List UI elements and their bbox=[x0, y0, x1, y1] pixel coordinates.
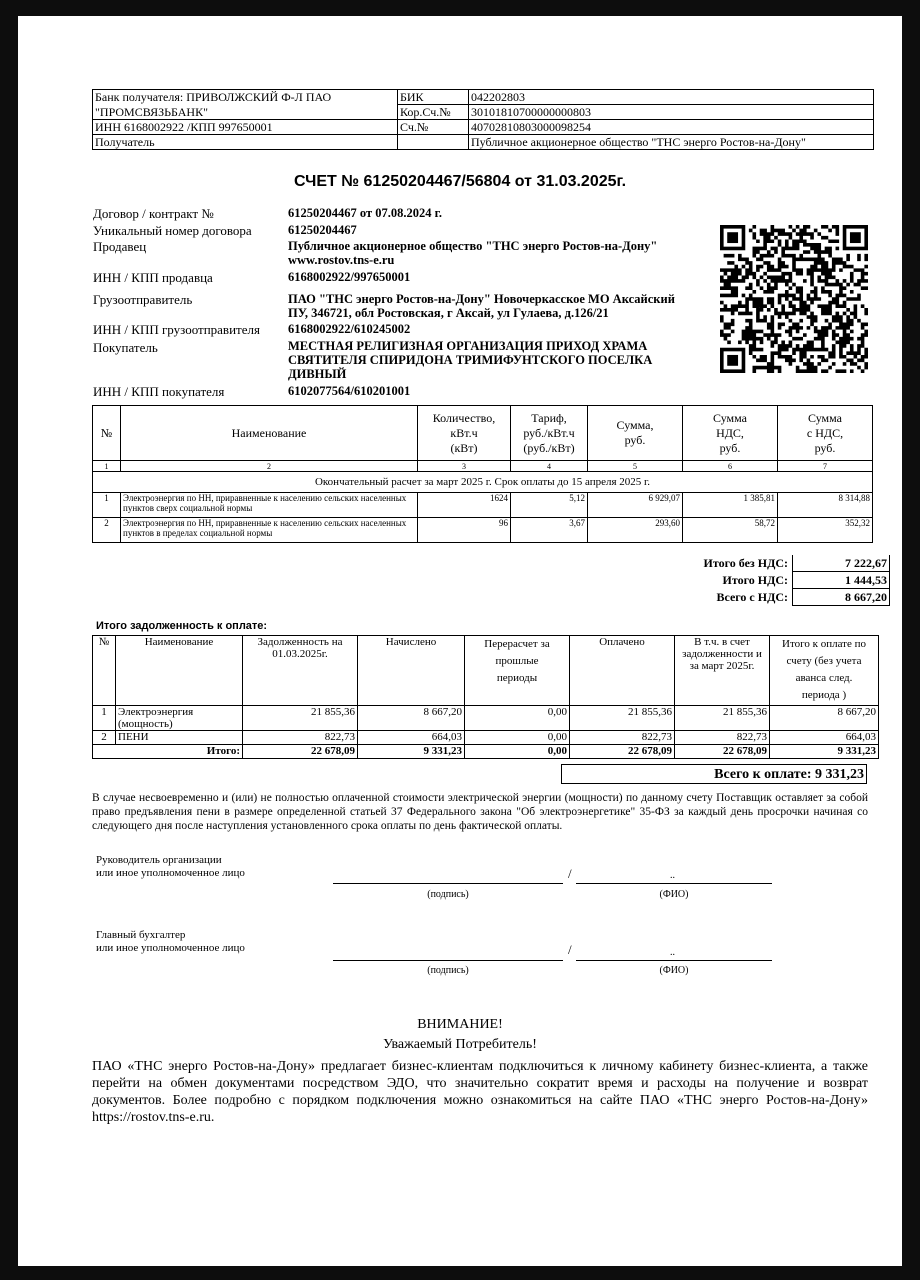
total-with-vat-label: Всего с НДС: bbox=[716, 589, 788, 604]
bank-details-table bbox=[92, 89, 874, 150]
total-no-vat-value: 7 222,67 bbox=[793, 555, 890, 572]
unique-value: 61250204467 bbox=[288, 223, 357, 237]
col-header-tariff: Тариф, руб./кВт.ч (руб./кВт) bbox=[511, 406, 588, 461]
items-table bbox=[92, 405, 873, 543]
debt-col-name: Наименование bbox=[116, 636, 243, 706]
total-vat-value: 1 444,53 bbox=[793, 572, 890, 589]
contract-value: 61250204467 от 07.08.2024 г. bbox=[288, 206, 442, 220]
shipper-line2: ПУ, 346721, обл Ростовская, г Аксай, ул Гулаева, д.126/21 bbox=[288, 306, 609, 320]
period-note: Окончательный расчет за март 2025 г. Срок оплаты до 15 апреля 2025 г. bbox=[93, 472, 873, 493]
accountant-sign-caption: (подпись) bbox=[427, 965, 469, 976]
total-no-vat-label: Итого без НДС: bbox=[703, 556, 788, 570]
head-fio-caption: (ФИО) bbox=[659, 889, 689, 900]
grand-total: Всего к оплате: 9 331,23 bbox=[561, 764, 867, 784]
debt-col-incl: В т.ч. в счет задолженности и за март 2025г. bbox=[675, 636, 770, 706]
accountant-fio-caption: (ФИО) bbox=[659, 965, 689, 976]
table-row: 2 Электроэнергия по НН, приравненные к населению сельских населенных пунктов в пределах социальной нормы 96 3,67 293,60 58,72 352,32 bbox=[93, 518, 873, 543]
head-signature-line bbox=[333, 869, 563, 884]
col-header-qty: Количество, кВт.ч (кВт) bbox=[418, 406, 511, 461]
head-signatory-label: Руководитель организации или иное уполномоченное лицо bbox=[96, 854, 245, 879]
shipper-inn-value: 6168002922/610245002 bbox=[288, 322, 411, 336]
shipper-inn-label: ИНН / КПП грузоотправителя bbox=[93, 322, 260, 337]
total-with-vat-value: 8 667,20 bbox=[793, 589, 890, 606]
recipient-bank-line2: "ПРОМСВЯЗЬБАНК" bbox=[93, 105, 398, 120]
shipper-label: Грузоотправитель bbox=[93, 292, 193, 307]
col-header-total: Сумма с НДС, руб. bbox=[778, 406, 873, 461]
seller-label: Продавец bbox=[93, 239, 147, 254]
buyer-inn-label: ИНН / КПП покупателя bbox=[93, 384, 225, 399]
debt-col-n: № bbox=[93, 636, 116, 706]
invoice-title: СЧЕТ № 61250204467/56804 от 31.03.2025г. bbox=[293, 173, 627, 190]
col-header-vat: Сумма НДС, руб. bbox=[683, 406, 778, 461]
table-row: 1 Электроэнергия по НН, приравненные к населению сельских населенных пунктов сверх социальной нормы 1624 5,12 6 929,07 1 385,81 8 314,88 bbox=[93, 493, 873, 518]
buyer-line2: СВЯТИТЕЛЯ СПИРИДОНА ТРИМИФУНТСКОГО ПОСЕЛКА bbox=[288, 353, 653, 367]
seller-inn-value: 6168002922/997650001 bbox=[288, 270, 411, 284]
recipient-name: Публичное акционерное общество "ТНС энерго Ростов-на-Дону" bbox=[469, 135, 874, 150]
seller-value: Публичное акционерное общество "ТНС энерго Ростов-на-Дону" bbox=[288, 239, 658, 253]
penalty-warning: В случае несвоевременно и (или) не полностью оплаченной стоимости электрической энергии (мощности) по данному счету Поставщик оставляет за собой право предъявления пени в размере определенной статьей 37 Федерального закона "Об электроэнергетике" 35-ФЗ за каждый день просрочки начиная со следующего дня после наступления установленного срока оплаты по день фактической оплаты. bbox=[92, 792, 868, 832]
table-row: 2 ПЕНИ 822,73 664,03 0,00 822,73 822,73 664,03 bbox=[93, 731, 879, 745]
buyer-line3: ДИВНЫЙ bbox=[288, 367, 347, 381]
recipient-label: Получатель bbox=[93, 135, 398, 150]
greeting: Уважаемый Потребитель! bbox=[383, 1037, 537, 1052]
buyer-line1: МЕСТНАЯ РЕЛИГИЗНАЯ ОРГАНИЗАЦИЯ ПРИХОД ХРАМА bbox=[288, 339, 648, 353]
inn-kpp-bank: ИНН 6168002922 /КПП 997650001 bbox=[93, 120, 398, 135]
notice-text: ПАО «ТНС энерго Ростов-на-Дону» предлагает бизнес-клиентам подключиться к личному кабинету бизнес-клиента, а также перейти на обмен документами посредством ЭДО, что значительно сократит время и расходы на получение и возврат документов. Более подробно с порядком подключения можно ознакомиться на сайте ПАО «ТНС энерго Ростов-на-Дону» https://rostov.tns-e.ru. bbox=[92, 1059, 868, 1125]
total-vat-label: Итого НДС: bbox=[722, 572, 788, 587]
debt-table bbox=[92, 635, 879, 759]
debt-title: Итого задолженность к оплате: bbox=[96, 620, 268, 632]
recipient-bank-cell: Банк получателя: ПРИВОЛЖСКИЙ Ф-Л ПАО bbox=[93, 90, 398, 105]
head-sign-caption: (подпись) bbox=[427, 889, 469, 900]
invoice-page: Банк получателя: ПРИВОЛЖСКИЙ Ф-Л ПАО БИК 042202803 "ПРОМСВЯЗЬБАНК" Кор.Сч.№ 30101810700000000803 ИНН 6168002922 /КПП 997650001 Сч.№ 40702810803000098254 Получатель Публичное акционерное общество "ТНС энерго Ростов-на-Дону" СЧЕТ № 61250204467/56804 от 31.03.2025г. Договор / контракт № 61250204467 от 07.08.2024 г. Уникальный номер договора 61250204467 Продавец Публичное акционерное общество "ТНС энерго Ростов-на-Дону" www.rostov.tns-e.ru ИНН / КПП продавца 6168002922/997650001 Грузоотправитель ПАО "ТНС энерго Ростов-на-Дону" Новочеркасское МО Аксайский ПУ, 346721, обл Ростовская, г Аксай, ул Гулаева, д.126/21 ИНН / КПП грузоотправителя 6168002922/610245002 Покупатель МЕСТНАЯ РЕЛИГИЗНАЯ ОРГАНИЗАЦИЯ ПРИХОД ХРАМА СВЯТИТЕЛЯ СПИРИДОНА ТРИМИФУНТСКОГО ПОСЕЛКА ДИВНЫЙ ИНН / КПП покупателя 6102077564/610201001 № Наименование Количество, кВт.ч (кВт) Тариф, руб./кВт.ч (руб./кВт) Сумма, руб. Сумма НДС, руб. Сумма с НДС, руб. 1 2 3 4 5 6 7 Окончательный расчет за март 2025 г. Срок оплаты до 15 апреля 2025 г. 1 Электроэнергия по НН, приравненные к населению сельских населенных пунктов сверх социальной нормы 1624 5,12 6 929,07 1 385,81 8 314,88 2 Электроэнергия по НН, приравненные к населению сельских населенных пунктов в пределах социальной нормы 96 3,67 293,60 58,72 352,32 Итого без НДС: 7 222,67 Итого НДС: 1 444,53 Всего с НДС: 8 667,20 Итого задолженность к оплате: № Наименование Задолженность на 01.03.2025г. Начислено Перерасчет за прошлые периоды Оплачено В т.ч. в счет задолженности и за март 2025г. Итого к оплате по счету (без учета аванса след. периода ) 1 Электроэнергия (мощность) 21 855,36 8 667,20 0,00 21 855,36 21 855,36 8 667,20 2 ПЕНИ 822,73 664,03 0,00 822,73 822,73 664,03 Итого: 22 678,09 9 331,23 0,00 22 678,09 22 678,09 9 331,23 Всего к оплате: 9 331,23 В случае несвоевременно и (или) не полностью оплаченной стоимости электрической энергии (мощности) по данному счету Поставщик оставляет за собой право предъявления пени в размере определенной статьей 37 Федерального закона "Об электроэнергетике" 35-ФЗ за каждый день просрочки начиная со следующего дня после наступления установленного срока оплаты по день фактической оплаты. Руководитель организации или иное уполномоченное лицо / .. (подпись) (ФИО) Главный бухгалтер или иное уполномоченное лицо / .. (подпись) (ФИО) ВНИМАНИЕ! Уважаемый Потребитель! ПАО «ТНС энерго Ростов-на-Дону» предлагает бизнес-клиентам подключиться к личному кабинету бизнес-клиента, а также перейти на обмен документами посредством ЭДО, что значительно сократит время и расходы на получение и возврат документов. Более подробно с порядком подключения можно ознакомиться на сайте ПАО «ТНС энерго Ростов-на-Дону» https://rostov.tns-e.ru. bbox=[18, 16, 902, 1266]
col-header-name: Наименование bbox=[121, 406, 418, 461]
seller-site: www.rostov.tns-e.ru bbox=[288, 253, 395, 267]
debt-total-label: Итого: bbox=[93, 745, 243, 759]
acc-value: 40702810803000098254 bbox=[469, 120, 874, 135]
debt-col-recalc: Перерасчет за прошлые периоды bbox=[465, 636, 570, 706]
kor-label: Кор.Сч.№ bbox=[398, 105, 469, 120]
debt-col-paid: Оплачено bbox=[570, 636, 675, 706]
col-header-n: № bbox=[93, 406, 121, 461]
debt-col-debt: Задолженность на 01.03.2025г. bbox=[243, 636, 358, 706]
debt-total-row: Итого: 22 678,09 9 331,23 0,00 22 678,09 22 678,09 9 331,23 bbox=[93, 745, 879, 759]
acc-label: Сч.№ bbox=[398, 120, 469, 135]
buyer-inn-value: 6102077564/610201001 bbox=[288, 384, 411, 398]
accountant-signatory-label: Главный бухгалтер или иное уполномоченное лицо bbox=[96, 929, 245, 954]
buyer-label: Покупатель bbox=[93, 340, 158, 355]
debt-col-accrued: Начислено bbox=[358, 636, 465, 706]
unique-label: Уникальный номер договора bbox=[93, 223, 252, 238]
contract-label: Договор / контракт № bbox=[93, 206, 214, 221]
col-header-sum: Сумма, руб. bbox=[588, 406, 683, 461]
seller-inn-label: ИНН / КПП продавца bbox=[93, 270, 213, 285]
table-row: 1 Электроэнергия (мощность) 21 855,36 8 667,20 0,00 21 855,36 21 855,36 8 667,20 bbox=[93, 706, 879, 731]
col-number-row: 1 2 3 4 5 6 7 bbox=[93, 461, 873, 472]
debt-col-to-pay: Итого к оплате по счету (без учета аванса след. периода ) bbox=[770, 636, 879, 706]
attention-heading: ВНИМАНИЕ! bbox=[417, 1017, 503, 1032]
kor-value: 30101810700000000803 bbox=[469, 105, 874, 120]
qr-code-icon bbox=[720, 225, 868, 375]
totals-block bbox=[638, 555, 890, 606]
shipper-line1: ПАО "ТНС энерго Ростов-на-Дону" Новочеркасское МО Аксайский bbox=[288, 292, 675, 306]
accountant-signature-line bbox=[333, 946, 563, 961]
bik-label: БИК bbox=[398, 90, 469, 105]
bik-value: 042202803 bbox=[469, 90, 874, 105]
